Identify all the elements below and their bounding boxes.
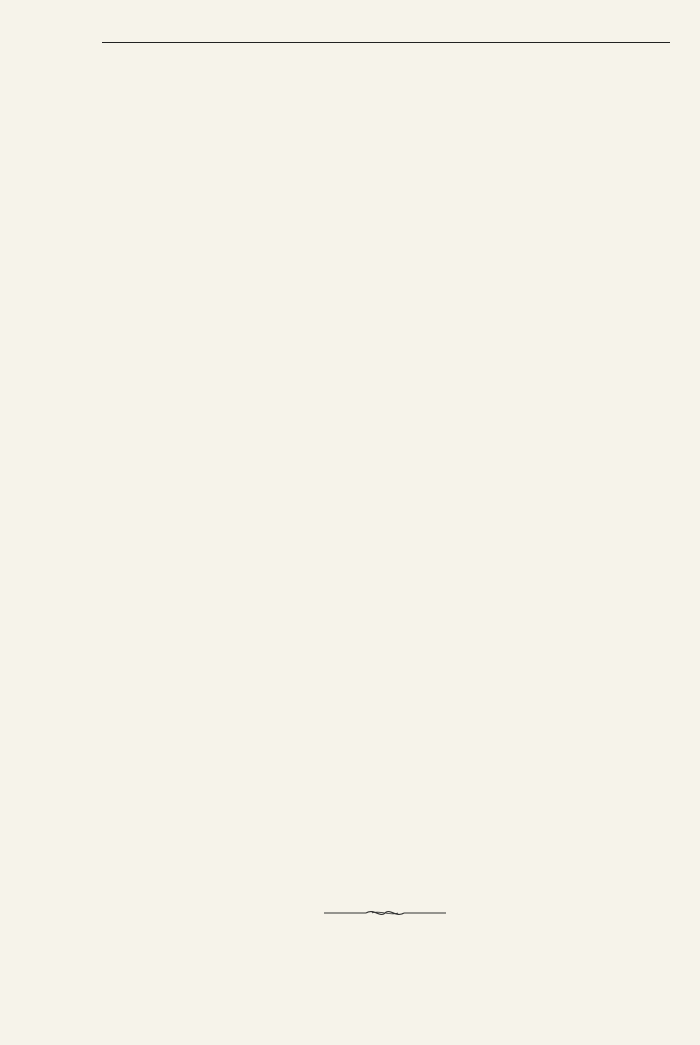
page-header <box>102 18 670 44</box>
header-rule <box>102 42 670 43</box>
tailpiece-ornament <box>322 906 448 920</box>
